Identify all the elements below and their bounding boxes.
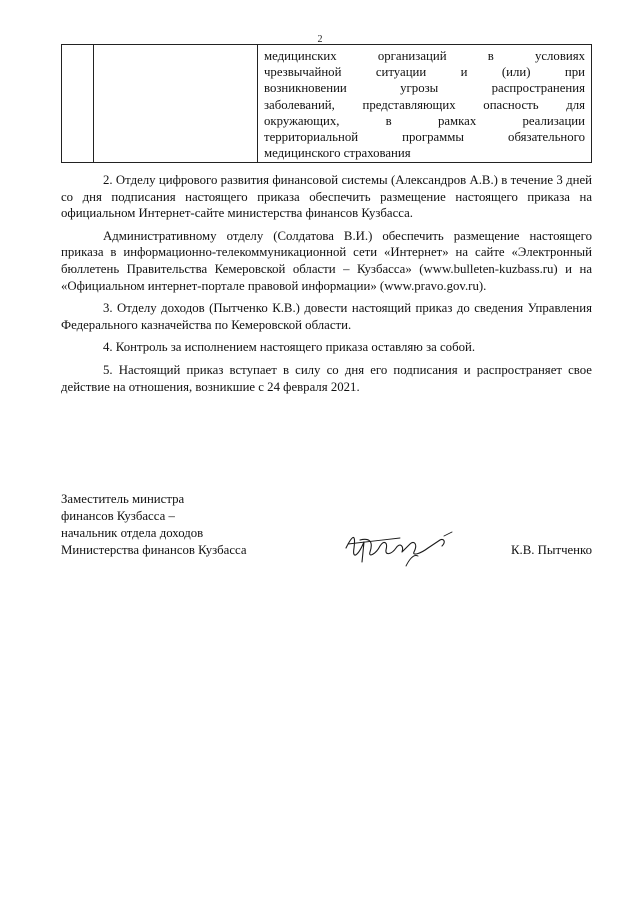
table-cell-code [94, 45, 258, 163]
table-cell-number [62, 45, 94, 163]
paragraph-3: 3. Отделу доходов (Пытченко К.В.) довести настоящий приказ до сведения Управления Федерального казначейства по Кемеровской области. [61, 301, 592, 332]
signatory-position [61, 491, 321, 559]
paragraph-5: 5. Настоящий приказ вступает в силу со дня его подписания и распространяет свое действие на отношения, возникшие с 24 февраля 2021. [61, 362, 592, 394]
page-number: 2 [317, 34, 323, 45]
paragraph-admin: Административному отделу (Солдатова В.И.) обеспечить размещение настоящего приказа в информационно-телекоммуникационной сети «Интернет» на сайте «Электронный бюллетень Правительства Кемеровской области – Кузбасса» (www.bulleten-kuzbass.ru) и на «Официальном интернет-портале правовой информации» (www.pravo.gov.ru). [61, 228, 592, 293]
signatory-name: К.В. Пытченко [510, 543, 592, 557]
table-line: чрезвычайной ситуации и (или) при [264, 65, 585, 80]
table-line: территориальной программы обязательного [264, 130, 585, 145]
table-line: медицинских организаций в условиях [264, 49, 585, 63]
paragraph-4: 4. Контроль за исполнением настоящего приказа оставляю за собой. [103, 340, 476, 355]
position-line: Министерства финансов Кузбасса [61, 543, 247, 557]
position-line: Заместитель министра [61, 492, 185, 506]
table-line: заболеваний, представляющих опасность для [264, 97, 585, 112]
position-line: начальник отдела доходов [61, 526, 204, 540]
table-row [62, 45, 592, 163]
continuation-table [61, 44, 592, 163]
table-line: возникновении угрозы распространения [264, 81, 585, 96]
table-line: окружающих, в рамках реализации [264, 113, 585, 128]
position-line: финансов Кузбасса – [61, 509, 175, 523]
handwritten-signature [340, 518, 460, 576]
document-body [61, 172, 592, 401]
table-line: медицинского страхования [264, 146, 411, 161]
paragraph-2: 2. Отделу цифрового развития финансовой системы (Александров А.В.) в течение 3 дней со дня подписания настоящего приказа обеспечить размещение настоящего приказа на официальном Интернет-сайте министерства финансов Кузбасса. [61, 173, 592, 221]
signature-block [61, 491, 592, 559]
table-cell-description [258, 45, 592, 163]
